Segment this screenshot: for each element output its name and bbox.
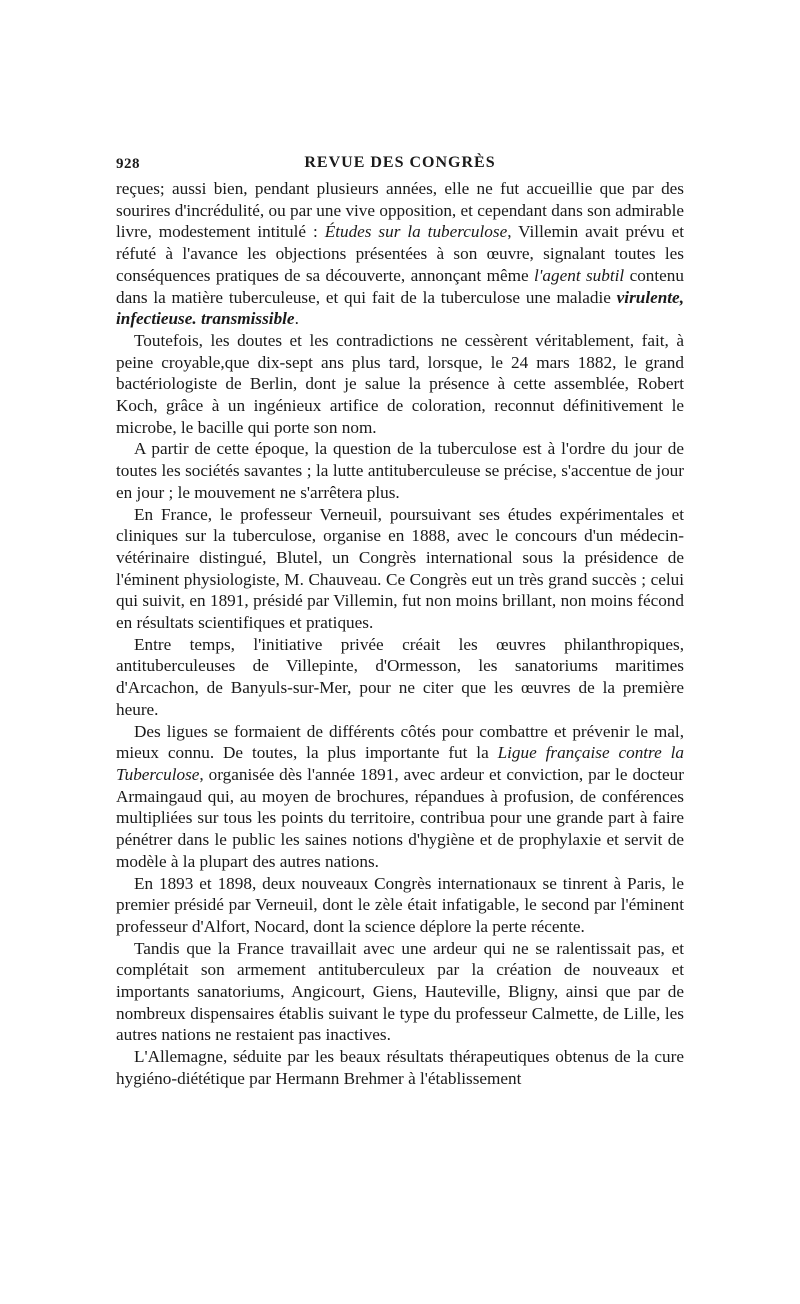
p1-text-c: , Villemin avait prévu et réfuté à l'avance les objections présentées à son œuvre, signalant toutes les conséquences pratiques de sa découverte, annonçant même	[116, 222, 685, 285]
p1-text-e: contenu dans la matière tuberculeuse, et qui fait de la tuberculose une maladie	[116, 265, 684, 307]
p1-text-g: .	[294, 309, 299, 329]
page-number: 928	[116, 156, 140, 172]
p6-ligue-title: Ligue française contre la Tuberculose	[116, 743, 684, 784]
body-text	[116, 178, 684, 1090]
paragraph-8: Tandis que la France travaillait avec une ardeur qui ne se ralentissait pas, et complétait son armement antituberculeux par la création de nouveaux et importants sanatoriums, Angicourt, Giens, Hauteville, Bligny, ainsi que par de nombreux dispensaires établis suivant le type du professeur Calmette, de Lille, les autres nations ne restaient pas inactives.	[116, 938, 684, 1045]
page	[116, 150, 684, 1090]
paragraph-2: Toutefois, les doutes et les contradictions ne cessèrent véritablement, fait, à peine croyable,que dix-sept ans plus tard, lorsque, le 24 mars 1882, le grand bactériologiste de Berlin, dont je salue la présence à cette assemblée, Robert Koch, grâce à un ingénieux artifice de coloration, reconnut définitivement le microbe, le bacille qui porte son nom.	[116, 330, 684, 437]
p6-text-c: , organisée dès l'année 1891, avec ardeur et conviction, par le docteur Armaingaud qui, au moyen de brochures, répandues à profusion, de conférences multipliées sur tous les points du territoire, contribua pour une grande part à faire pénétrer dans le public les saines notions d'hygiène et de prophylaxie et servit de modèle à la plupart des autres nations.	[116, 764, 684, 871]
p1-title-etudes: Études sur la tuberculose	[324, 222, 508, 242]
p1-text-a: reçues; aussi bien, pendant plusieurs années, elle ne fut accueillie que par des sourires d'incrédulité, ou par une vive opposition, et cependant dans son admirable livre, modestement intitulé :	[116, 179, 684, 242]
paragraph-3: A partir de cette époque, la question de la tuberculose est à l'ordre du jour de toutes les sociétés savantes ; la lutte antituberculeuse se précise, s'accentue de jour en jour ; le mouvement ne s'arrêtera plus.	[116, 439, 684, 502]
paragraph-1	[116, 178, 684, 330]
p1-agent-subtil: l'agent subtil	[533, 265, 625, 285]
paragraph-6	[116, 721, 684, 873]
p1-virulente: virulente, infectieuse. transmissible	[116, 287, 684, 329]
paragraph-7: En 1893 et 1898, deux nouveaux Congrès internationaux se tinrent à Paris, le premier présidé par Verneuil, dont le zèle était infatigable, le second par l'éminent professeur d'Alfort, Nocard, dont la science déplore la perte récente.	[116, 873, 684, 936]
running-head	[116, 150, 684, 178]
paragraph-9: L'Allemagne, séduite par les beaux résultats thérapeutiques obtenus de la cure hygiéno-diététique par Hermann Brehmer à l'établissement	[116, 1047, 684, 1088]
paragraph-5: Entre temps, l'initiative privée créait les œuvres philanthropiques, antituberculeuses de Villepinte, d'Ormesson, les sanatoriums maritimes d'Arcachon, de Banyuls-sur-Mer, pour ne citer que les œuvres de la première heure.	[116, 634, 684, 719]
paragraph-4: En France, le professeur Verneuil, poursuivant ses études expérimentales et cliniques sur la tuberculose, organise en 1888, avec le concours d'un médecin-vétérinaire distingué, Blutel, un Congrès international sous la présidence de l'éminent physiologiste, M. Chauveau. Ce Congrès eut un très grand succès ; celui qui suivit, en 1891, présidé par Villemin, fut non moins brillant, non moins fécond en résultats scientifiques et pratiques.	[116, 504, 684, 633]
running-title: REVUE DES CONGRÈS	[304, 154, 496, 171]
p6-text-a: Des ligues se formaient de différents côtés pour combattre et prévenir le mal, mieux connu. De toutes, la plus importante fut la	[116, 721, 684, 763]
